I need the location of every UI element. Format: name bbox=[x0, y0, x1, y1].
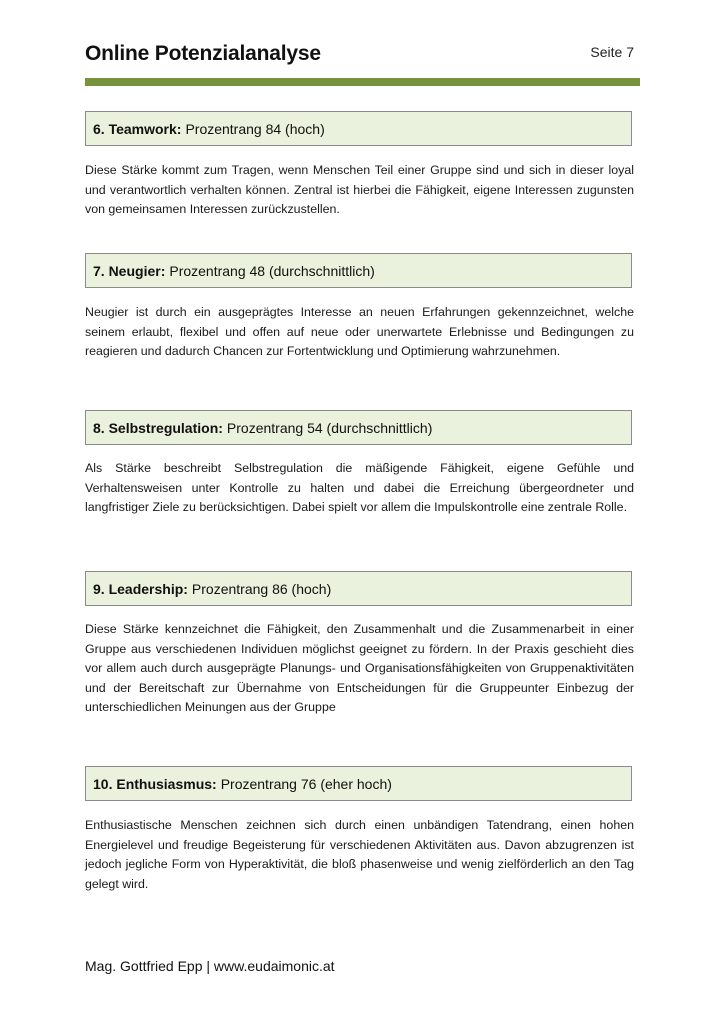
section-name: 7. Neugier: bbox=[93, 262, 166, 279]
section-rank: Prozentrang 48 (durchschnittlich) bbox=[169, 262, 375, 279]
section-name: 10. Enthusiasmus: bbox=[93, 775, 217, 792]
section-name: 8. Selbstregulation: bbox=[93, 419, 223, 436]
section-heading-teamwork bbox=[85, 111, 632, 146]
section-text-neugier: Neugier ist durch ein ausgeprägtes Interesse an neuen Erfahrungen gekennzeichnet, welche seinem erlaubt, flexibel und offen auf neue oder unerwartete Erlebnisse und Bedingungen zu reagieren und dadurch Chancen zur Fortentwicklung und Optimierung wahrzunehmen. bbox=[85, 305, 634, 358]
section-heading-selbstregulation bbox=[85, 410, 632, 445]
section-rank: Prozentrang 84 (hoch) bbox=[185, 120, 325, 137]
page-number: Seite 7 bbox=[590, 44, 634, 60]
section-heading-leadership bbox=[85, 571, 632, 606]
section-heading-neugier bbox=[85, 253, 632, 288]
header-divider bbox=[85, 78, 640, 86]
section-heading-enthusiasmus bbox=[85, 766, 632, 801]
section-rank: Prozentrang 76 (eher hoch) bbox=[220, 775, 392, 792]
section-name: 6. Teamwork: bbox=[93, 120, 182, 137]
section-name: 9. Leadership: bbox=[93, 580, 188, 597]
section-text-selbstregulation: Als Stärke beschreibt Selbstregulation die mäßigende Fähigkeit, eigene Gefühle und Verhaltensweisen unter Kontrolle zu halten und dabei die Erreichung übergeordneter und langfristiger Ziele zu berücksichtigen. Dabei spielt vor allem die Impulskontrolle eine zentrale Rolle. bbox=[85, 461, 634, 514]
section-text-enthusiasmus: Enthusiastische Menschen zeichnen sich durch einen unbändigen Tatendrang, einen hohen Energielevel und freudige Begeisterung für verschiedenen Aktivitäten aus. Davon abzugrenzen ist jedoch jegliche Form von Hyperaktivität, die bloß phasenweise und wenig zielförderlich an den Tag gelegt wird. bbox=[85, 818, 634, 891]
page-title: Online Potenzialanalyse bbox=[85, 42, 321, 65]
section-text-teamwork: Diese Stärke kommt zum Tragen, wenn Menschen Teil einer Gruppe sind und sich in dieser loyal und verantwortlich verhalten können. Zentral ist hierbei die Fähigkeit, eigene Interessen zugunsten von gemeinsamen Interessen zurückzustellen. bbox=[85, 163, 634, 216]
section-rank: Prozentrang 54 (durchschnittlich) bbox=[226, 419, 433, 436]
section-text-leadership: Diese Stärke kennzeichnet die Fähigkeit, den Zusammenhalt und die Zusammenarbeit in einer Gruppe aus verschiedenen Individuen möglichst geeignet zu fördern. In der Praxis geschieht dies vor allem auch durch ausgeprägte Planungs- und Organisationsfähigkeiten von Gruppenaktivitäten und der Bereitschaft zur Übernahme von Entscheidungen für die Gruppeunter Einbezug der unterschiedlichen Meinungen aus der Gruppe bbox=[85, 622, 634, 714]
section-rank: Prozentrang 86 (hoch) bbox=[191, 580, 332, 597]
page-footer: Mag. Gottfried Epp | www.eudaimonic.at bbox=[85, 958, 335, 974]
